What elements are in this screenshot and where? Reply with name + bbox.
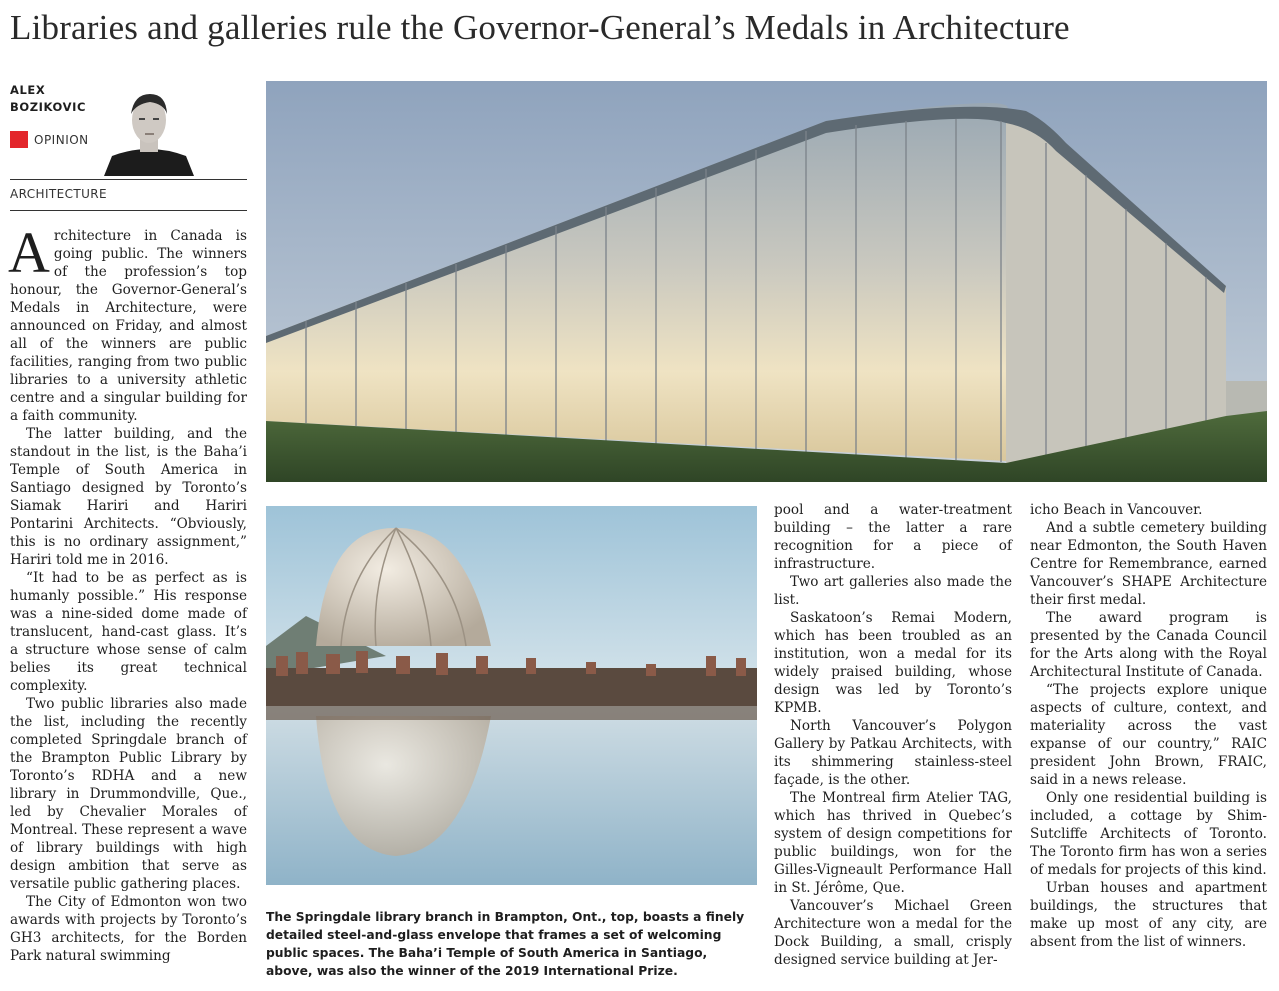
- paragraph: The latter building, and the standout in the list, is the Baha’i Temple of South America in Santiago designed by Toronto’s Siamak Hariri and Hariri Pontarini Architects. “Obviously, this is no ordinary assignment,” Hariri told me in 2016.: [10, 426, 247, 568]
- section-label: ARCHITECTURE: [10, 187, 108, 201]
- section-divider-top: [10, 179, 247, 180]
- paragraph: Two public libraries also made the list, including the recently completed Springdale branch of the Brampton Public Library by Toronto’s RDHA and a new library in Drummondville, Que., led by Chevalier Morales of Montreal. These represent a wave of library buildings with high design ambition that serve as versatile public gathering places.: [10, 696, 247, 892]
- paragraph: North Vancouver’s Polygon Gallery by Patkau Architects, with its shimmering stainless-steel façade, is the other.: [774, 718, 1012, 788]
- opinion-marker-icon: [10, 131, 28, 148]
- paragraph: Vancouver’s Michael Green Architecture won a medal for the Dock Building, a small, crisply designed service building at Jer-: [774, 898, 1012, 968]
- author-last-name: BOZIKOVIC: [10, 100, 87, 114]
- paragraph: And a subtle cemetery building near Edmonton, the South Haven Centre for Remembrance, earned Vancouver’s SHAPE Architecture their first medal.: [1030, 520, 1267, 608]
- drop-cap: A: [8, 220, 50, 285]
- body-column-3: [774, 501, 1012, 969]
- body-column-4: [1030, 501, 1267, 951]
- author-byline[interactable]: [10, 82, 100, 116]
- library-photo: [266, 81, 1267, 482]
- opinion-tag: OPINION: [34, 132, 89, 147]
- section-divider-bottom: [10, 210, 247, 211]
- paragraph: The Montreal firm Atelier TAG, which has thrived in Quebec’s system of design competitions for public buildings, won for the Gilles-Vigneault Performance Hall in St. Jérôme, Que.: [774, 790, 1012, 896]
- author-first-name: ALEX: [10, 83, 46, 97]
- paragraph: Architecture in Canada is going public. The winners of the profession’s top honour, the Governor-General’s Medals in Architecture, were announced on Friday, and almost all of the winners are public facilities, ranging from two public libraries to a university athletic centre and a singular building for a faith community.: [8, 220, 247, 424]
- paragraph: Urban houses and apartment buildings, the structures that make up most of any city, are absent from the list of winners.: [1030, 880, 1267, 950]
- paragraph: pool and a water-treatment building – the latter a rare recognition for a piece of infrastructure.: [774, 502, 1012, 572]
- photo-caption: The Springdale library branch in Brampton, Ont., top, boasts a finely detailed steel-and-glass envelope that frames a set of welcoming public spaces. The Baha’i Temple of South America in Santiago, above, was also the winner of the 2019 International Prize.: [266, 910, 745, 978]
- paragraph: The award program is presented by the Canada Council for the Arts along with the Royal Architectural Institute of Canada.: [1030, 610, 1267, 680]
- paragraph: Only one residential building is included, a cottage by Shim-Sutcliffe Architects of Toronto. The Toronto firm has won a series of medals for projects of this kind.: [1030, 790, 1267, 878]
- author-portrait: [104, 80, 194, 176]
- body-column-1: [8, 220, 247, 965]
- paragraph: Saskatoon’s Remai Modern, which has been troubled as an institution, won a medal for its widely praised building, whose design was led by Toronto’s KPMB.: [774, 610, 1012, 716]
- temple-photo: [266, 506, 757, 885]
- paragraph: Two art galleries also made the list.: [774, 574, 1012, 608]
- headline: Libraries and galleries rule the Governor-General’s Medals in Architecture: [10, 8, 1070, 47]
- paragraph: “The projects explore unique aspects of culture, context, and materiality across the vast expanse of our country,” RAIC president John Brown, FRAIC, said in a news release.: [1030, 682, 1267, 788]
- paragraph: The City of Edmonton won two awards with projects by Toronto’s GH3 architects, for the Borden Park natural swimming: [10, 894, 247, 964]
- paragraph: icho Beach in Vancouver.: [1030, 502, 1203, 518]
- paragraph: “It had to be as perfect as is humanly possible.” His response was a nine-sided dome made of translucent, hand-cast glass. It’s a structure whose sense of calm belies its great technical complexity.: [10, 570, 247, 694]
- opinion-label: [10, 131, 89, 148]
